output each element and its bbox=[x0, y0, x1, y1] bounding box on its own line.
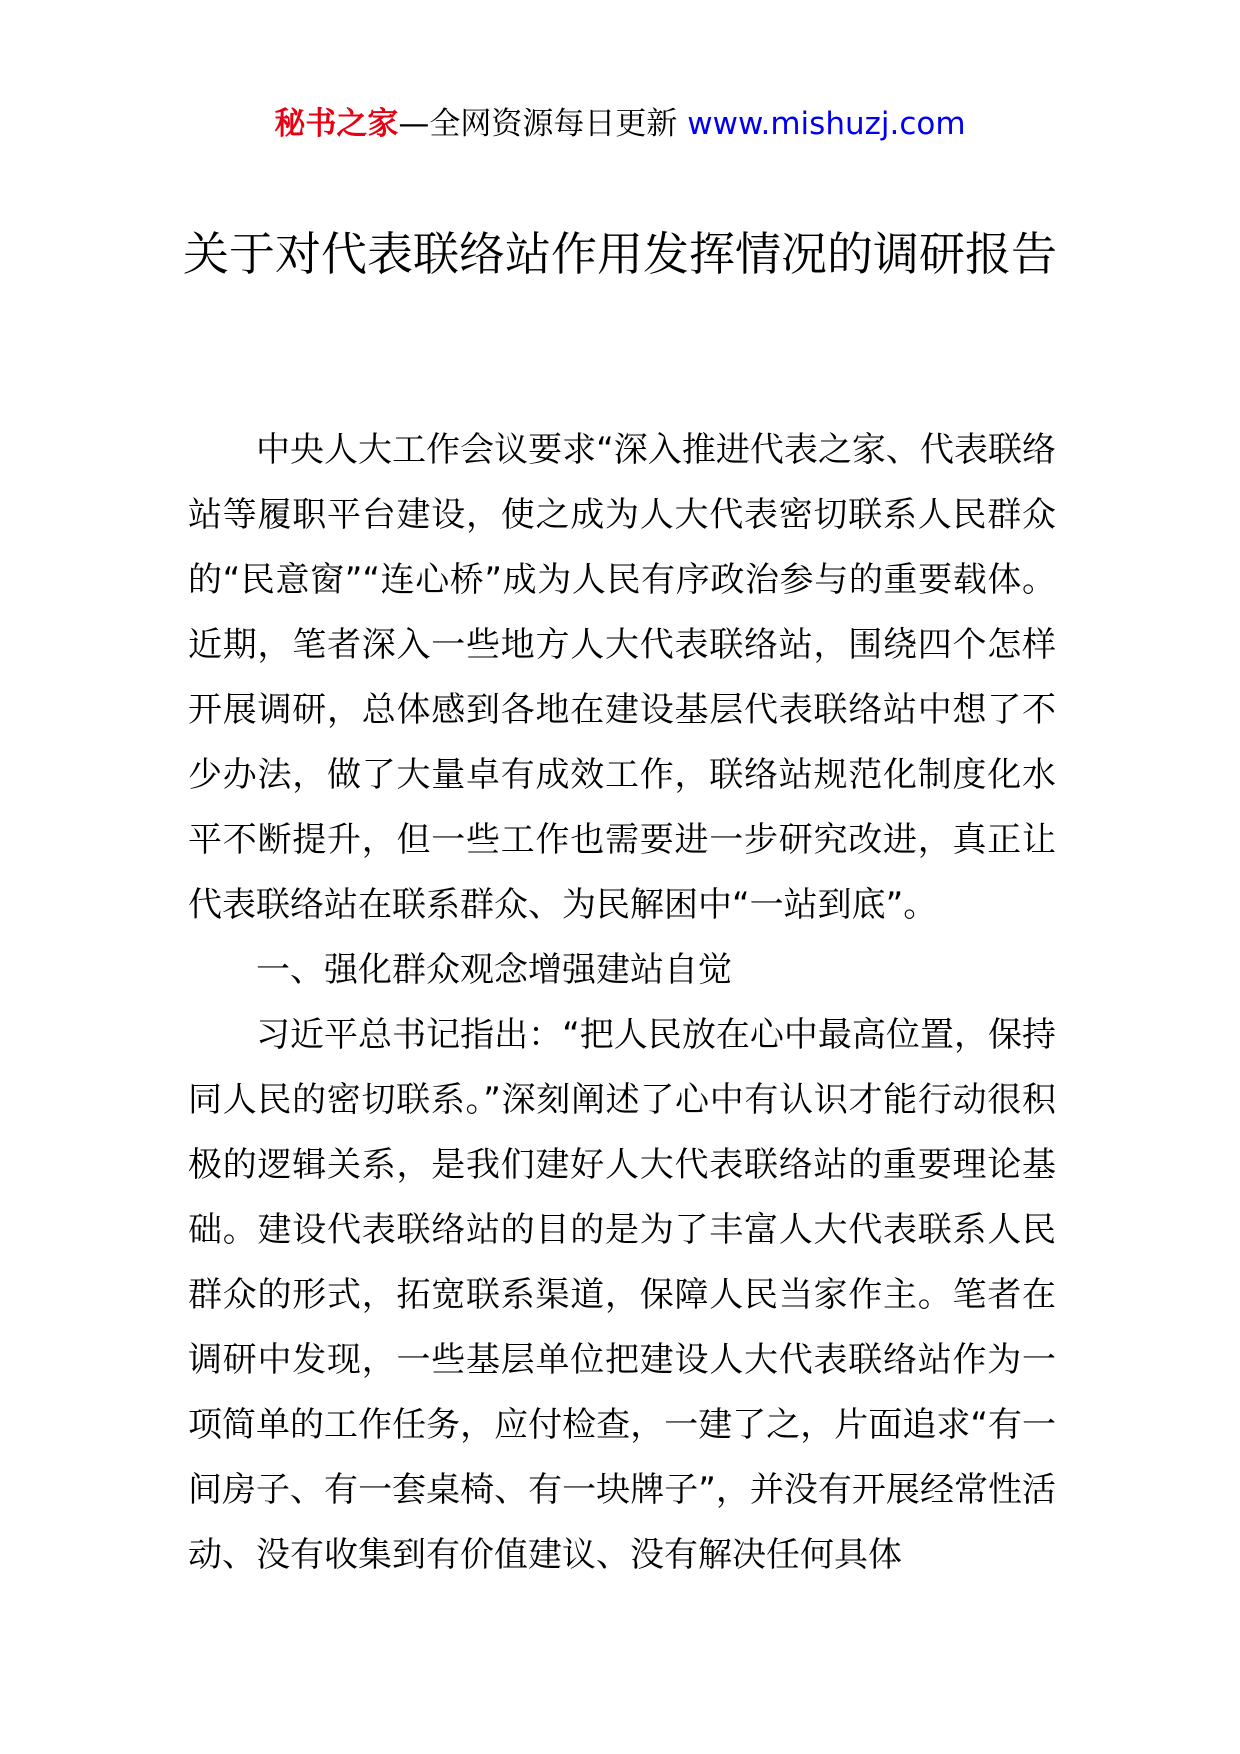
intro-paragraph: 中央人大工作会议要求“深入推进代表之家、代表联络站等履职平台建设，使之成为人大代表密切联系人民群众的“民意窗”“连心桥”成为人民有序政治参与的重要载体。近期，笔者深入一些地方人大代表联络站，围绕四个怎样开展调研，总体感到各地在建设基层代表联络站中想了不少办法，做了大量卓有成效工作，联络站规范化制度化水平不断提升，但一些工作也需要进一步研究改进，真正让代表联络站在联系群众、为民解困中“一站到底”。 bbox=[188, 430, 1056, 925]
brand-name: 秘书之家 bbox=[274, 106, 399, 142]
body-paragraph: 习近平总书记指出：“把人民放在心中最高位置，保持同人民的密切联系。”深刻阐述了心中有认识才能行动很积极的逻辑关系，是我们建好人大代表联络站的重要理论基础。建设代表联络站的目的是为了丰富人大代表联系人民群众的形式，拓宽联系渠道，保障人民当家作主。笔者在调研中发现，一些基层单位把建设人大代表联络站作为一项简单的工作任务，应付检查，一建了之，片面追求“有一间房子、有一套桌椅、有一块牌子”，并没有开展经常性活动、没有收集到有价值建议、没有解决任何具体 bbox=[188, 1015, 1056, 1575]
site-url-link[interactable]: www.mishuzj.com bbox=[687, 106, 966, 142]
document-title: 关于对代表联络站作用发挥情况的调研报告 bbox=[183, 227, 1057, 281]
document-body bbox=[188, 418, 1056, 1588]
header-slogan: —全网资源每日更新 bbox=[398, 106, 678, 142]
page-header bbox=[0, 102, 1240, 146]
section-heading: 一、强化群众观念增强建站自觉 bbox=[256, 950, 732, 990]
